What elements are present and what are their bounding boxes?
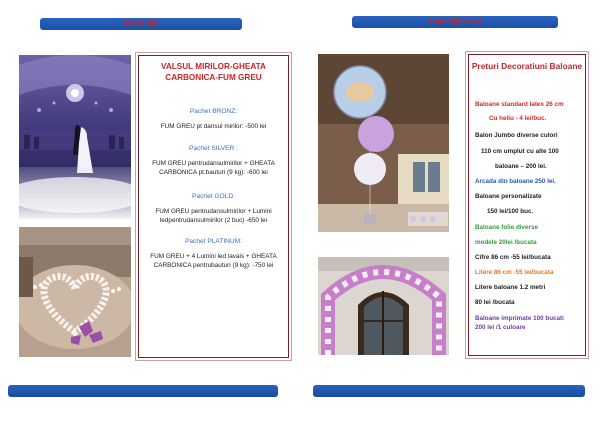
price-line: 200 lei /1 culoare	[475, 324, 526, 331]
right-footer-bar	[313, 385, 585, 397]
price-line: Arcada din baloane 250 lei.	[475, 178, 556, 185]
balloon-arch-photo	[318, 257, 449, 355]
price-line: modele 20lei /bucata	[475, 239, 537, 246]
package-bronz-text: FUM GREU pt dansul mirilor: -500 lei	[160, 123, 267, 130]
price-line: 150 lei/100 buc.	[487, 208, 534, 215]
wedding-dance-photo	[19, 55, 131, 219]
price-line: Litere baloane 1.2 metri	[475, 284, 546, 291]
panel-title: Preturi Decoratiuni Baloane	[471, 61, 583, 71]
price-line: Baloane folie diverse	[475, 224, 538, 231]
price-line: 110 cm umplut cu alte 100	[481, 148, 559, 155]
left-header-bar	[40, 18, 242, 30]
package-platinum-text: FUM GREU + 4 Lumini led lavais + GHEATA CARBONICA pentrubauturi (9 kg): -750 lei	[150, 253, 277, 269]
heart-candles-photo	[19, 227, 131, 357]
package-silver-text: FUM GREU pentrudansulmirilor + GHEATA CARBONICA pt.bauturi (9 kg): -600 lei	[152, 160, 275, 176]
balloon-prices-panel	[468, 54, 586, 356]
right-header-bar	[352, 16, 558, 28]
price-line: Baloane imprimate 100 bucati	[475, 315, 564, 322]
right-header-label: BALOANE HELIU	[428, 19, 482, 25]
price-line: Cifre 86 cm -55 lei/bucata	[475, 254, 551, 261]
price-line: Litere 86 cm -55 lei/bucata	[475, 269, 554, 276]
balloon-bouquet-photo	[318, 54, 449, 232]
price-line: baloane – 200 lei.	[495, 163, 547, 170]
package-gold-name: Pachet GOLD:	[192, 193, 235, 200]
panel-title: VALSUL MIRILOR-GHEATA CARBONICA-FUM GREU	[161, 62, 266, 82]
left-footer-bar	[8, 385, 278, 397]
price-line: 80 lei /bucata	[475, 299, 515, 306]
fum-greu-info-panel	[138, 55, 289, 358]
package-gold-text: FUM GREU pentrudansulmirilor + Lumini ledpentrudansulmirilor (2 buc) -650 lei	[155, 208, 272, 224]
package-bronz-name: Pachet BRONZ:	[189, 108, 238, 115]
package-silver-name: Pachet SILVER :	[189, 145, 238, 152]
price-line: Cu heliu - 4 lei/buc.	[489, 115, 547, 122]
left-header-label: FUM GREU	[123, 21, 159, 27]
price-line: Baloane personalizate	[475, 193, 542, 200]
price-line: Baloane standard latex 26 cm	[475, 101, 564, 108]
package-platinum-name: Pachet PLATINUM:	[184, 238, 243, 245]
price-line: Balon Jumbo diverse culori	[475, 132, 558, 139]
